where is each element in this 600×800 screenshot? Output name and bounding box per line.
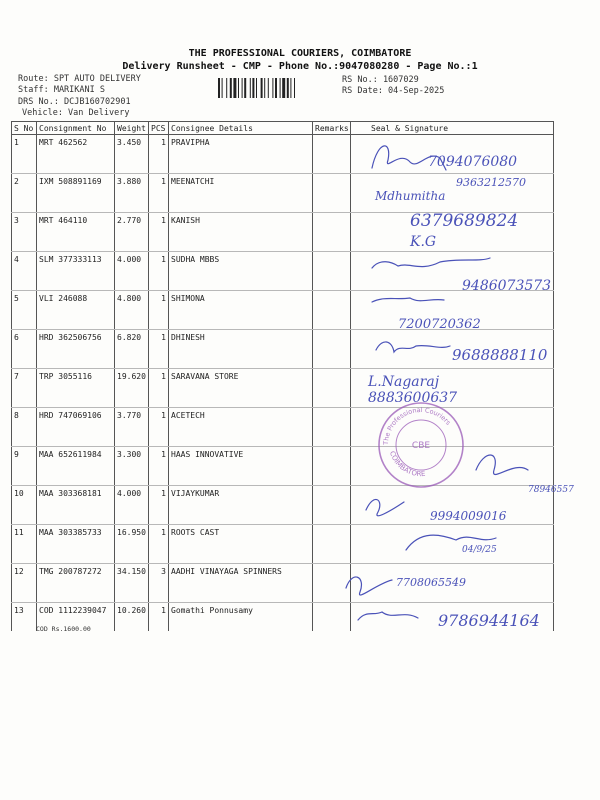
weight-cell: 4.000 (115, 252, 149, 291)
sno-cell: 13 (12, 603, 37, 632)
signature-scribble-12 (346, 577, 392, 595)
consignment-cell: MAA 652611984 (37, 447, 115, 486)
signature-scribble-4 (372, 258, 490, 268)
consignee-cell: AADHI VINAYAGA SPINNERS (169, 564, 313, 603)
consignee-cell: Gomathi Ponnusamy (169, 603, 313, 632)
handwritten-phone-9: 78946557 (528, 485, 574, 495)
sno-cell: 8 (12, 408, 37, 447)
handwritten-name-2: Mdhumitha (375, 189, 446, 203)
sno-cell: 9 (12, 447, 37, 486)
pcs-cell: 1 (149, 603, 169, 632)
svg-text:CBE: CBE (411, 441, 431, 451)
col-weight: Weight (115, 122, 149, 135)
handwritten-name-3: K.G (410, 234, 437, 250)
rs-date: RS Date: 04-Sep-2025 (342, 86, 445, 96)
weight-cell: 3.770 (115, 408, 149, 447)
consignee-cell: VIJAYKUMAR (169, 486, 313, 525)
signature-scribble-10 (366, 499, 404, 515)
weight-cell: 10.260 (115, 603, 149, 632)
weight-cell: 3.450 (115, 135, 149, 174)
rs-number: RS No.: 1607029 (342, 75, 419, 85)
sno-cell: 2 (12, 174, 37, 213)
company-title: THE PROFESSIONAL COURIERS, COIMBATORE (188, 48, 412, 59)
handwritten-name-7: L.Nagaraj (368, 374, 440, 390)
weight-cell: 3.880 (115, 174, 149, 213)
weight-cell: 16.950 (115, 525, 149, 564)
consignment-cell: MAA 303385733 (37, 525, 115, 564)
handwritten-phone-4: 9486073573 (462, 278, 552, 294)
pcs-cell: 1 (149, 174, 169, 213)
consignment-cell: HRD 362506756 (37, 330, 115, 369)
pcs-cell: 1 (149, 447, 169, 486)
cod-amount-note: COD Rs.1600.00 (36, 625, 91, 633)
col-remarks: Remarks (313, 122, 351, 135)
signature-scribble-9 (476, 455, 528, 475)
consignee-cell: DHINESH (169, 330, 313, 369)
consignee-cell: KANISH (169, 213, 313, 252)
svg-text:The Professional Couriers: The Professional Couriers (381, 405, 453, 446)
consignee-cell: PRAVIPHA (169, 135, 313, 174)
consignee-cell: ROOTS CAST (169, 525, 313, 564)
consignment-cell: VLI 246088 (37, 291, 115, 330)
col-consignee: Consignee Details (169, 122, 313, 135)
consignment-cell: TRP 3055116 (37, 369, 115, 408)
pcs-cell: 1 (149, 291, 169, 330)
handwritten-phone-10: 9994009016 (430, 509, 507, 523)
consignee-cell: MEENATCHI (169, 174, 313, 213)
consignment-cell: MRT 464110 (37, 213, 115, 252)
handwritten-date-11: 04/9/25 (462, 545, 497, 555)
weight-cell: 4.000 (115, 486, 149, 525)
handwritten-phone-7: 8883600637 (368, 390, 458, 406)
col-sno: S No (12, 122, 37, 135)
pcs-cell: 1 (149, 525, 169, 564)
route-label: Route: SPT AUTO DELIVERY (18, 74, 141, 84)
sno-cell: 11 (12, 525, 37, 564)
consignment-cell: MRT 462562 (37, 135, 115, 174)
weight-cell: 4.800 (115, 291, 149, 330)
pcs-cell: 1 (149, 252, 169, 291)
weight-cell: 3.300 (115, 447, 149, 486)
consignee-cell: SUDHA MBBS (169, 252, 313, 291)
weight-cell: 34.150 (115, 564, 149, 603)
pcs-cell: 1 (149, 369, 169, 408)
consignee-cell: SHIMONA (169, 291, 313, 330)
handwritten-phone-2: 9363212570 (456, 176, 526, 189)
signature-scribble-5 (372, 298, 444, 302)
handwritten-phone-3: 6379689824 (410, 211, 519, 231)
staff-label: Staff: MARIKANI S (18, 85, 105, 95)
sno-cell: 5 (12, 291, 37, 330)
col-consignment: Consignment No (37, 122, 115, 135)
consignment-cell: COD 1112239047 (37, 603, 115, 632)
consignment-cell: HRD 747069106 (37, 408, 115, 447)
handwritten-phone-5: 7200720362 (398, 317, 481, 332)
handwritten-phone-6: 9688888110 (452, 346, 548, 364)
handwritten-phone-1: 7094076080 (428, 154, 518, 170)
runsheet-subtitle: Delivery Runsheet - CMP - Phone No.:9047080280 - Page No.:1 (122, 61, 478, 72)
drs-number: DRS No.: DCJB160702901 (18, 97, 131, 107)
pcs-cell: 1 (149, 330, 169, 369)
consignee-cell: ACETECH (169, 408, 313, 447)
col-signature: Seal & Signature (351, 122, 554, 135)
weight-cell: 19.620 (115, 369, 149, 408)
consignment-cell: IXM 508891169 (37, 174, 115, 213)
signature-scribble-6 (376, 342, 450, 352)
svg-text:COIMBATORE: COIMBATORE (387, 450, 426, 479)
vehicle-label: Vehicle: Van Delivery (22, 108, 130, 118)
sno-cell: 3 (12, 213, 37, 252)
sno-cell: 7 (12, 369, 37, 408)
weight-cell: 2.770 (115, 213, 149, 252)
pcs-cell: 1 (149, 135, 169, 174)
consignee-cell: SARAVANA STORE (169, 369, 313, 408)
consignee-cell: HAAS INNOVATIVE (169, 447, 313, 486)
sno-cell: 10 (12, 486, 37, 525)
pcs-cell: 3 (149, 564, 169, 603)
consignment-cell: SLM 377333113 (37, 252, 115, 291)
pcs-cell: 1 (149, 213, 169, 252)
sno-cell: 6 (12, 330, 37, 369)
sno-cell: 12 (12, 564, 37, 603)
pcs-cell: 1 (149, 408, 169, 447)
col-pcs: PCS (149, 122, 169, 135)
consignment-cell: MAA 303368181 (37, 486, 115, 525)
sno-cell: 4 (12, 252, 37, 291)
handwritten-phone-12: 7708065549 (396, 576, 466, 589)
signature-scribble-13 (358, 612, 418, 620)
sno-cell: 1 (12, 135, 37, 174)
handwritten-phone-13: 9786944164 (438, 611, 540, 630)
consignment-cell: TMG 200787272 (37, 564, 115, 603)
pcs-cell: 1 (149, 486, 169, 525)
courier-stamp-icon (376, 400, 466, 490)
weight-cell: 6.820 (115, 330, 149, 369)
